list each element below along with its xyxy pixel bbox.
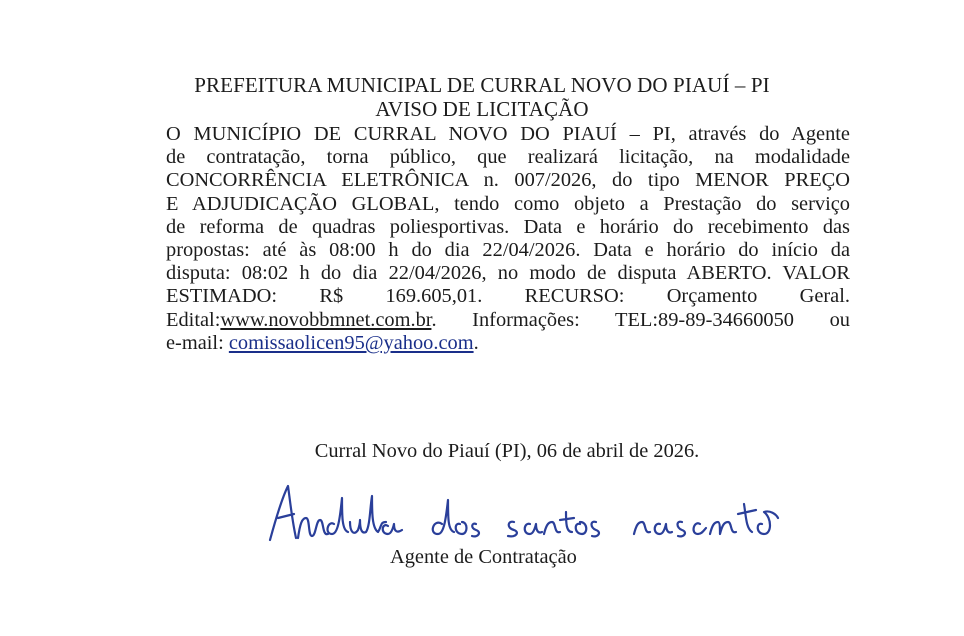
email-suffix: . — [473, 331, 479, 354]
notice-line: E ADJUDICAÇÃO GLOBAL, tendo como objeto a Prestação do serviço — [166, 192, 850, 215]
email-line — [166, 332, 850, 355]
edital-link[interactable]: www.novobbmnet.com.br — [220, 308, 432, 331]
signer-role: Agente de Contratação — [390, 546, 577, 568]
notice-line: O MUNICÍPIO DE CURRAL NOVO DO PIAUÍ – PI, através do Agente — [166, 123, 850, 145]
handwritten-signature — [262, 478, 782, 548]
email-link[interactable]: comissaolicen95@yahoo.com — [228, 331, 474, 354]
notice-line: propostas: até às 08:00 h do dia 22/04/2026. Data e horário do início da — [166, 239, 850, 262]
notice-line: CONCORRÊNCIA ELETRÔNICA n. 007/2026, do tipo MENOR PREÇO — [166, 169, 850, 192]
prefecture-title: PREFEITURA MUNICIPAL DE CURRAL NOVO DO PIAUÍ – PI — [194, 73, 770, 97]
email-label: e-mail: — [166, 331, 229, 354]
notice-line: ESTIMADO: R$ 169.605,01. RECURSO: Orçamento Geral. — [166, 285, 850, 308]
notice-body — [166, 123, 850, 355]
place-date: Curral Novo do Piauí (PI), 06 de abril de 2026. — [314, 440, 700, 462]
edital-label: Edital: — [166, 308, 221, 331]
notice-line: de reforma de quadras poliesportivas. Data e horário do recebimento das — [166, 215, 850, 238]
info-text: . Informações: TEL:89-89-34660050 ou — [431, 308, 850, 331]
edital-line — [166, 309, 850, 332]
notice-line: disputa: 08:02 h do dia 22/04/2026, no modo de disputa ABERTO. VALOR — [166, 262, 850, 285]
notice-title: AVISO DE LICITAÇÃO — [375, 97, 589, 121]
notice-line: de contratação, torna público, que realizará licitação, na modalidade — [166, 146, 850, 169]
